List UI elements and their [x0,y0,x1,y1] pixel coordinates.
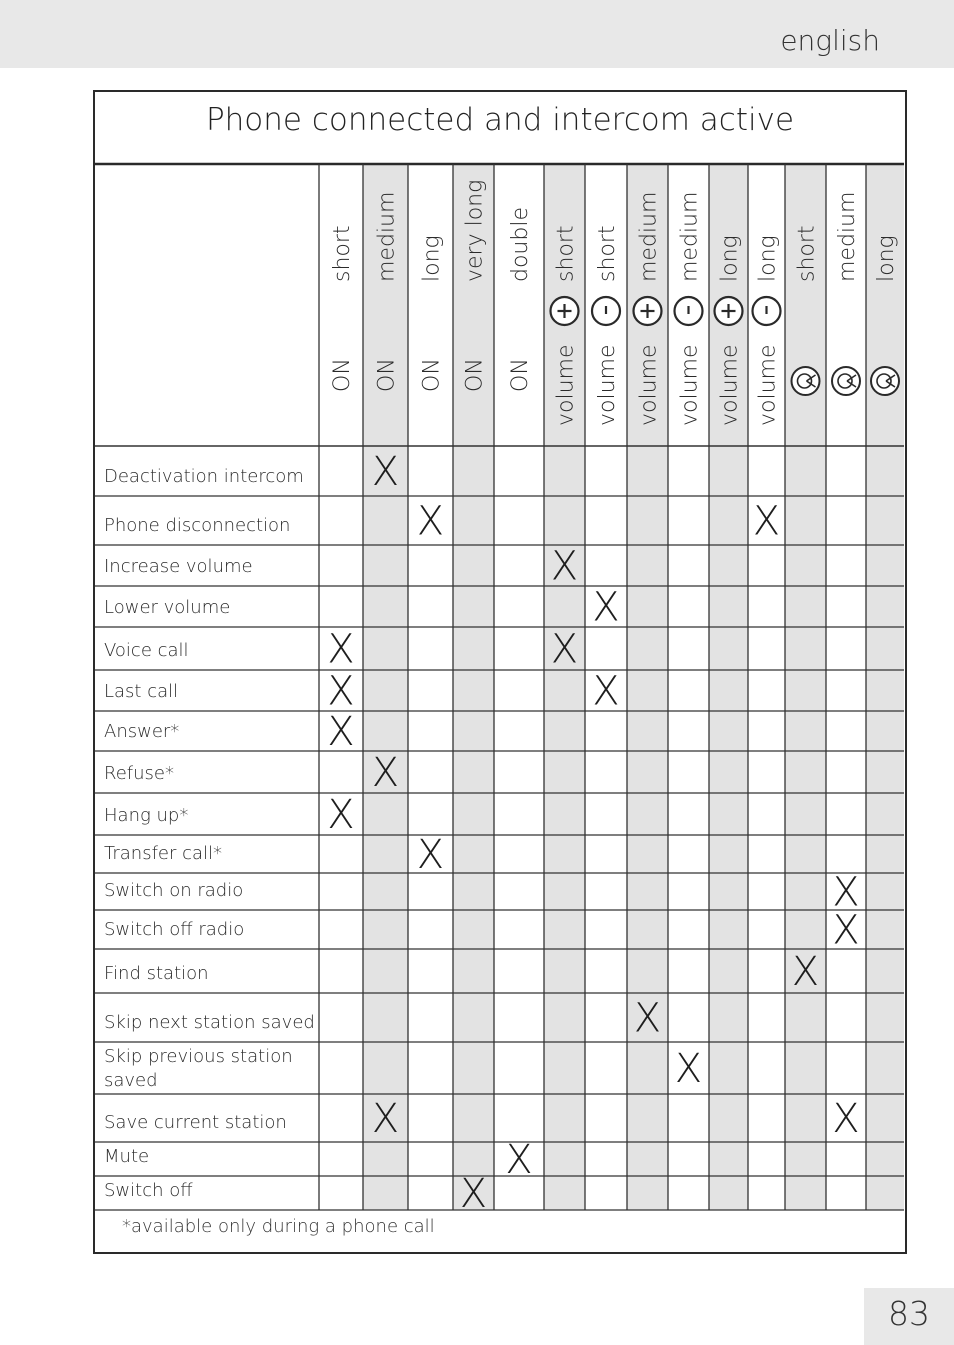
column-header [592,225,620,426]
row-label: Answer* [104,721,180,742]
radio-knob-icon [832,367,860,395]
column-duration-label: long [755,235,781,282]
cell-mark: X [832,907,860,954]
cell-mark: X [505,1137,533,1183]
footnote: *available only during a phone call [122,1216,435,1237]
column-header [508,207,533,392]
column-button-label: ON [419,358,445,392]
row-label: Switch off radio [104,919,245,940]
cell-mark: X [791,949,820,995]
page-number: 83 [888,1294,930,1333]
column-button-label: volume [595,344,620,426]
cell-mark: X [550,626,579,673]
column-button-label: ON [330,358,355,392]
column-duration-label: medium [677,191,703,282]
column-header [753,235,781,426]
row-label: Lower volume [104,597,231,618]
row-label: Switch off [104,1180,193,1201]
column-duration-label: short [553,225,579,282]
cell-mark: X [633,995,662,1042]
column-button-label: ON [462,358,488,392]
column-header [634,192,662,426]
column-duration-label: long [874,235,899,282]
radio-knob-icon [792,367,820,395]
cell-mark: X [327,668,355,715]
shaded-column [363,164,408,1210]
cell-mark: X [371,449,400,495]
row-label: Phone disconnection [104,515,291,536]
column-duration-label: medium [835,191,860,282]
row-label: saved [104,1070,158,1091]
cell-mark: X [592,584,620,631]
radio-knob-icon [871,367,899,395]
cell-mark: X [459,1171,488,1217]
row-label: Skip next station saved [104,1012,315,1033]
language-label: english [780,24,880,57]
column-button-label: volume [636,344,662,426]
cell-mark: X [327,709,355,755]
page-number-box [864,1288,954,1345]
table-title: Phone connected and intercom active [205,102,795,138]
column-duration-label: short [330,225,355,282]
cell-mark: X [674,1046,703,1092]
column-button-label: ON [374,358,400,392]
cell-mark: X [371,750,400,796]
row-label: Last call [104,681,179,702]
column-button-label: volume [553,344,579,426]
column-duration-label: double [508,207,533,282]
column-duration-label: long [717,235,743,282]
cell-mark: X [832,1096,860,1142]
column-duration-label: very long [462,179,488,282]
row-label: Skip previous station [104,1046,293,1067]
column-duration-label: short [794,225,820,282]
shaded-column [785,164,826,1210]
table-grid [95,92,904,1251]
cell-mark: X [832,869,860,916]
column-button-label: volume [677,344,703,426]
row-label: Increase volume [104,556,253,577]
cell-mark: X [416,498,445,545]
cell-mark: X [752,498,781,545]
table-frame [93,90,907,1254]
row-label: Refuse* [104,763,174,784]
column-duration-label: medium [636,191,662,282]
row-label: Switch on radio [104,880,244,901]
cell-mark: X [327,792,355,838]
column-button-label: volume [717,344,743,426]
column-duration-label: medium [374,191,400,282]
row-label: Transfer call* [104,843,223,864]
row-label: Mute [104,1146,150,1167]
cell-mark: X [592,668,620,715]
cell-mark: X [416,832,445,878]
column-header [420,235,445,392]
row-label: Deactivation intercom [104,466,304,487]
row-label: Voice call [104,640,189,661]
column-button-label: ON [508,358,533,392]
column-duration-label: short [595,225,620,282]
row-label: Save current station [104,1112,287,1133]
column-duration-label: long [419,235,445,282]
cell-mark: X [550,543,579,590]
column-header [675,192,703,426]
row-label: Hang up* [104,805,189,826]
shaded-column [866,164,904,1210]
shaded-column [453,164,494,1210]
row-label: Find station [104,963,209,984]
column-button-label: volume [755,344,781,426]
cell-mark: X [327,626,355,673]
column-header [832,192,860,395]
function-table [95,92,904,1251]
cell-mark: X [371,1096,400,1142]
column-header [330,225,355,392]
